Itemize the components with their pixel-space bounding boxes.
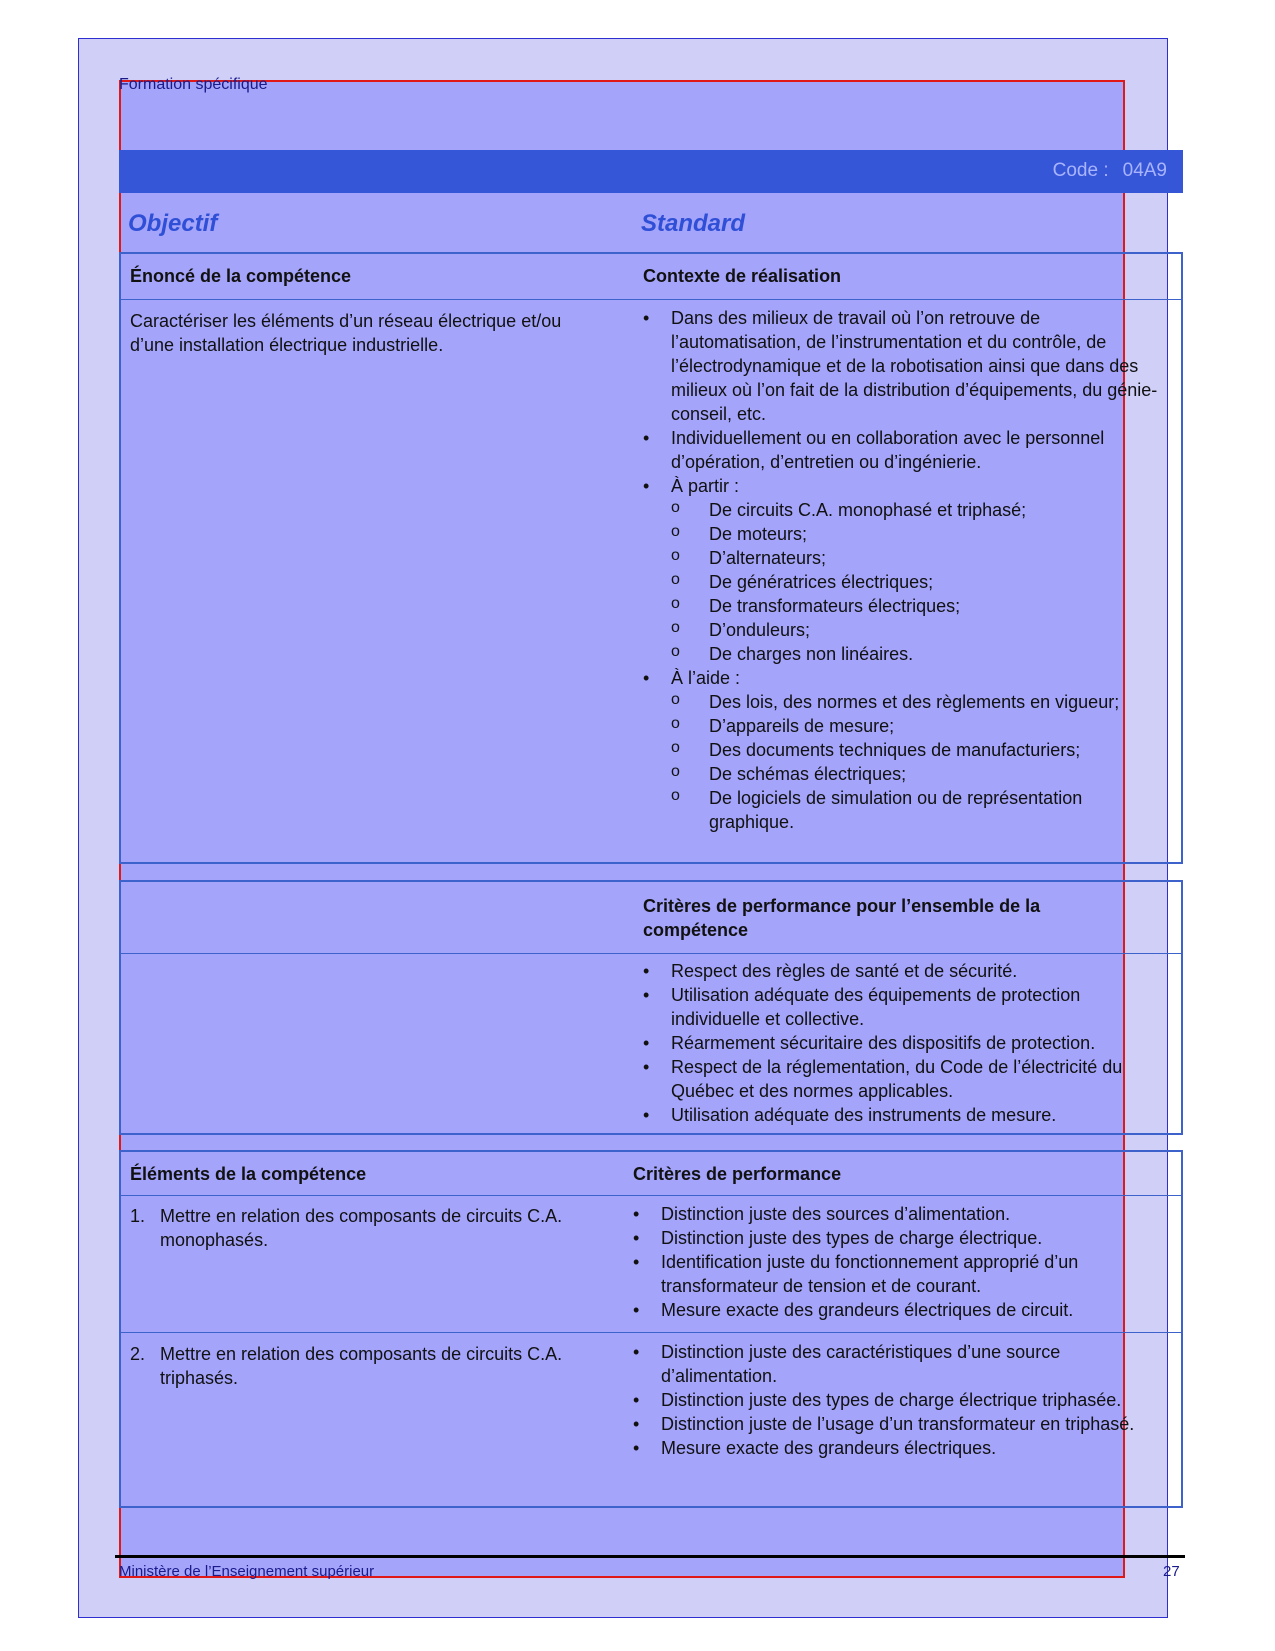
- from-item: o De moteurs;: [709, 522, 1163, 546]
- from-item: o De génératrices électriques;: [709, 570, 1163, 594]
- code-value: 04A9: [1122, 160, 1167, 181]
- element-row-1: [130, 1204, 590, 1252]
- global-criteria-list: [643, 959, 1163, 1127]
- element-text: Mettre en relation des composants de circuits C.A. triphasés.: [160, 1344, 563, 1388]
- with-item: o Des lois, des normes et des règlements en vigueur;: [709, 690, 1163, 714]
- from-item: o De circuits C.A. monophasé et triphasé;: [709, 498, 1163, 522]
- competence-header-row: [121, 254, 1181, 300]
- context-item: • Dans des milieux de travail où l’on retrouve de l’automatisation, de l’instrumentation et du contrôle, de l’électrodynamique et de la robotisation ainsi que dans des milieux où l’on fait de la distribution d’équipements, du génie-conseil, etc.: [643, 306, 1163, 426]
- criteria-item: • Distinction juste des sources d’alimentation.: [633, 1202, 1153, 1226]
- from-item: o De transformateurs électriques;: [709, 594, 1163, 618]
- context-list: [643, 306, 1163, 834]
- global-criteria-item: • Utilisation adéquate des instruments de mesure.: [643, 1103, 1163, 1127]
- global-criteria-item: • Respect de la réglementation, du Code de l’électricité du Québec et des normes applicables.: [643, 1055, 1163, 1103]
- global-criteria-item: • Utilisation adéquate des équipements de protection individuelle et collective.: [643, 983, 1163, 1031]
- footer-rule: [115, 1555, 1185, 1558]
- global-criteria-item: • Respect des règles de santé et de sécurité.: [643, 959, 1163, 983]
- from-item: o D’onduleurs;: [709, 618, 1163, 642]
- with-item: o D’appareils de mesure;: [709, 714, 1163, 738]
- global-criteria-header-row: [121, 882, 1181, 954]
- with-item: o De schémas électriques;: [709, 762, 1163, 786]
- standard-title: Standard: [641, 210, 746, 237]
- element-text: Mettre en relation des composants de circuits C.A. monophasés.: [160, 1206, 563, 1250]
- elements-header-row: [121, 1152, 1181, 1196]
- from-item: o De charges non linéaires.: [709, 642, 1163, 666]
- code-label: Code :: [1052, 160, 1109, 181]
- competence-statement: Caractériser les éléments d’un réseau électrique et/ou d’une installation électrique industrielle.: [130, 311, 562, 355]
- element-number: 2.: [130, 1344, 146, 1364]
- element-2-criteria: [633, 1340, 1153, 1460]
- objective-title: Objectif: [128, 210, 218, 237]
- page-number: 27: [1163, 1563, 1180, 1580]
- global-criteria-item: • Réarmement sécuritaire des dispositifs de protection.: [643, 1031, 1163, 1055]
- criteria-item: • Distinction juste des caractéristiques d’une source d’alimentation.: [633, 1340, 1153, 1388]
- criteria-item: • Distinction juste des types de charge électrique triphasée.: [633, 1388, 1153, 1412]
- context-header: Contexte de réalisation: [643, 266, 842, 286]
- criteria-item: • Distinction juste de l’usage d’un transformateur en triphasé.: [633, 1412, 1153, 1436]
- element-1-criteria: [633, 1202, 1153, 1322]
- running-title: Formation spécifique: [119, 76, 268, 93]
- competence-block: [119, 252, 1183, 864]
- criteria-item: • Distinction juste des types de charge électrique.: [633, 1226, 1153, 1250]
- context-item-with: • À l’aide : o Des lois, des normes et des règlements en vigueur; o D’appareils de mesure; o Des documents techniques de manufacturiers; o De schémas électriques; o De logiciels de simulation ou de représentation graphique.: [643, 666, 1163, 834]
- with-item: o Des documents techniques de manufacturiers;: [709, 738, 1163, 762]
- criteria-item: • Mesure exacte des grandeurs électriques.: [633, 1436, 1153, 1460]
- code-band: [119, 150, 1183, 193]
- footer-ministry: Ministère de l’Enseignement supérieur: [119, 1563, 375, 1580]
- element-number: 1.: [130, 1206, 146, 1226]
- row-separator: [121, 1332, 1181, 1333]
- elements-header: Éléments de la compétence: [130, 1164, 367, 1184]
- competency-code: [1053, 160, 1167, 182]
- element-row-2: [130, 1342, 590, 1390]
- context-item: • Individuellement ou en collaboration avec le personnel d’opération, d’entretien ou d’ingénierie.: [643, 426, 1163, 474]
- from-item: o D’alternateurs;: [709, 546, 1163, 570]
- criteria-header: Critères de performance: [633, 1164, 842, 1184]
- criteria-item: • Identification juste du fonctionnement approprié d’un transformateur de tension et de courant.: [633, 1250, 1153, 1298]
- criteria-item: • Mesure exacte des grandeurs électriques de circuit.: [633, 1298, 1153, 1322]
- with-item: o De logiciels de simulation ou de représentation graphique.: [709, 786, 1163, 834]
- global-criteria-header: Critères de performance pour l’ensemble de la compétence: [643, 896, 1041, 940]
- global-criteria-block: [119, 880, 1183, 1135]
- elements-block: [119, 1150, 1183, 1508]
- statement-header: Énoncé de la compétence: [130, 266, 352, 286]
- context-item-from: • À partir : o De circuits C.A. monophasé et triphasé; o De moteurs; o D’alternateurs; o De génératrices électriques; o De transformateurs électriques; o D’onduleurs; o De charges non linéaires.: [643, 474, 1163, 666]
